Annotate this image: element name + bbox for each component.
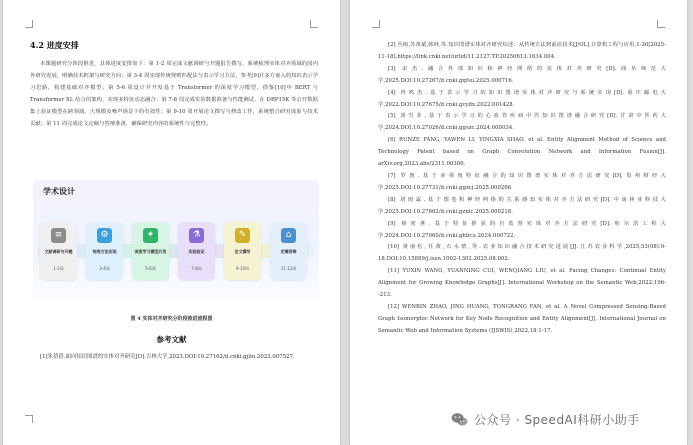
stage-card	[224, 222, 261, 280]
stage-label: 定稿答辩	[280, 249, 297, 254]
reference-item: [8] 刘雨霖.基于图卷积神经网络的关系感知实体对齐方法研究[D].中南林业科技大学,2025.DOI:10.27662/d.cnki.gznlc.2025.000218.	[378, 196, 666, 215]
document-page-right	[350, 0, 687, 445]
reference-item: [6] RUNZE FANG, YAWEN LI, YINGXIA SHAO, et al. Entity Alignment Method of Science and Technology Patent based on Graph Convolution Network and Information Fusion[J]. arXiv.org,2023,abs/2311.00300.	[378, 137, 666, 168]
reference-item: [9] 杨密荛.基于特征推获的自监督实体对齐方法研究[D].哈尔滨工程大学,2024.DOI:10.27060/d.cnki.ghbcu.2024.000722.	[378, 220, 666, 239]
stage-label: 实验验证	[188, 249, 205, 254]
stage-card	[178, 222, 215, 280]
figure-caption: 图 4 实体对齐研究分阶段推进流程图	[130, 316, 213, 322]
stage-label: 论文撰写	[234, 249, 251, 254]
figure-title: 学术设计	[43, 187, 75, 196]
watermark	[450, 408, 640, 430]
stage-card	[40, 222, 77, 280]
stage-time: 9-10周	[235, 266, 250, 271]
stage-time: 3-4周	[99, 266, 110, 271]
stage-time: 1-2周	[53, 266, 64, 271]
stage-card	[132, 222, 169, 280]
watermark-text: 公众号 · SpeedAI科研小助手	[474, 412, 640, 427]
page-corner-mark	[25, 20, 33, 28]
reference-item: [11] YUXIN WANG, YUANNING CUI, WENQIANG LIU, et al. Facing Changes: Continual Entity Alignment for Growing Knowledge Graphs[J]. International Workshop on the Semantic Web,2022:196--213.	[378, 268, 666, 299]
network-icon: ✦	[143, 228, 158, 243]
stage-time: 11-12周	[280, 266, 297, 271]
reference-item: [2] 丛榕,苏黄斌,韩林,等.知识图谱实体对齐研究综述：从传统方法到前沿技术[J/OL].计算机工程与应用,1-26[2025-11-18].https://link.cnki.net/urlid/11.2127.TP.20250613.1634.004.	[378, 42, 666, 60]
stage-time: 5-6周	[145, 266, 156, 271]
page-corner-mark	[310, 20, 318, 28]
progress-figure	[33, 180, 319, 300]
body-paragraph: 本课题研究分阶段推进，具体进度安排如下：第 1-2 周完成文献调研与开题报告撰写，系统梳理实体对齐领域的国内外研究进展，明确技术框架与研究方向；第 3-4 周实现传统规则匹配法与表示学习方法，参考[9]并多方嵌入的知识表示学习思路，构建基础对齐模型；第 5-6 周设计并开发基于 Transformer 的深度学习模型，借鉴[10]中 BERT 与 Transformer XL 结合的架构，实现多特征动态融合；第 7-8 周完成实验数据准备与性能测试，在 DBP15K 等公开数据集上验证模型在跨领域、大规模及噪声场景下的有效性；第 9-10 周开展论文撰写与修改工作，系统整合研究成果与技术贡献；第 11 周完成论文定稿与答辩准备，确保研究内容的系统性与完整性。	[30, 61, 318, 128]
page-corner-mark	[657, 20, 665, 28]
gear-icon: ⚙	[97, 228, 112, 243]
stage-label: 文献调研与开题	[44, 249, 73, 254]
document-page-left	[3, 0, 340, 445]
graduation-cap-icon: ⌂	[281, 228, 296, 243]
references-heading: 参考文献	[156, 335, 187, 344]
reference-list	[378, 40, 666, 338]
reference-item: [10] 黄丽松,任黄,石水情,等.农业知识融合技术研究进展[J].江苏农业科学,2025,53(08):9-18.DOI:10.15889/j.issn.1002-1302.2025.08.002.	[378, 244, 666, 263]
reference-item: [1]朱蓓蓓.面向知识图谱的实体对齐研究[D].吉林大学,2023.DOI:10.27162/d.cnki.gjlin.2023.007527.	[40, 354, 295, 360]
stage-card	[270, 222, 307, 280]
section-heading: 4.2 进度安排	[30, 40, 79, 50]
page-corner-mark	[372, 20, 380, 28]
reference-item: [4] 胥鸣杰.基于表示学习的知识图谱实体对齐研究与系统实现[D].重庆邮电大学,2022.DOI:10.27675/d.cnki.gcydx.2022.001428.	[378, 89, 666, 108]
reference-item: [5] 刘雪菲.基于表示学习的心血管疾病中医知识图谱融合研究[D].甘肃中医药大学,2024.DOI:10.27026/d.cnki.ggszc.2024.000034.	[378, 113, 666, 132]
flask-icon: ⚗	[189, 228, 204, 243]
document-icon: ≡	[51, 228, 66, 243]
stage-card	[86, 222, 123, 280]
stage-label: 传统方法实现	[92, 249, 117, 254]
reference-item: [12] WENBIN ZHAO, JING HUANG, TONGRANG FAN, et al. A Novel Compressed Sensing-Based Graph Isomorphic Network for Key Node Recognition and Entity Alignment[J]. International Journal on Semantic Web and Information Systems (IJSWIS),2022,18:1-17.	[378, 303, 666, 334]
pencil-icon: ✎	[235, 228, 250, 243]
page-corner-mark	[25, 415, 33, 423]
wechat-icon	[450, 410, 469, 429]
reference-item: [3] 宋杰.融合外部知识和神经网络的实体对齐研究[D].曲阜师范大学,2025.DOI:10.27267/d.cnki.gqfsu.2025.000716.	[378, 65, 666, 84]
stage-time: 7-8周	[191, 266, 202, 271]
stage-label: 深度学习模型开发	[134, 249, 167, 254]
reference-item: [7] 罗惠.基于多视角特征融合的知识图谱实体对齐方法研究[D].贵州财经大学,2025.DOI:10.27731/d.cnki.ggzcj.2025.000266.	[378, 172, 666, 191]
